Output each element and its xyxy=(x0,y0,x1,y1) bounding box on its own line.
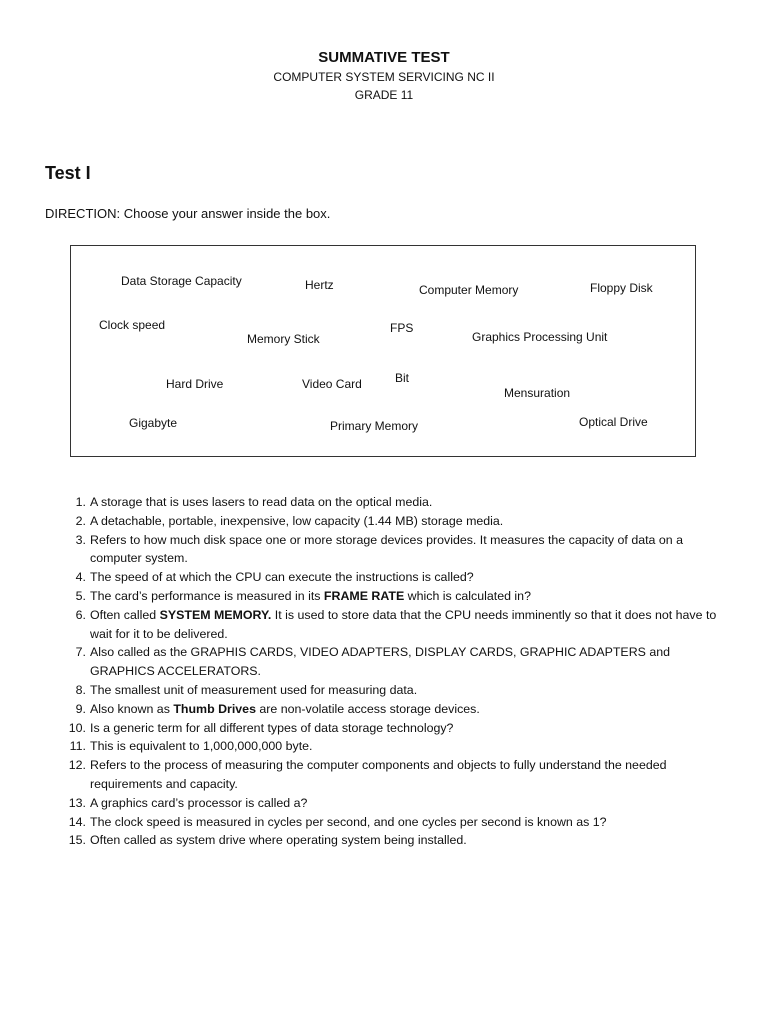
choice-item: Graphics Processing Unit xyxy=(472,330,608,344)
question-number: 13 . xyxy=(66,794,86,813)
question-item xyxy=(68,813,720,832)
choice-item: FPS xyxy=(390,321,414,335)
choice-item: Mensuration xyxy=(504,386,571,400)
choice-item: Bit xyxy=(395,371,410,385)
question-text: A storage that is uses lasers to read data on the optical media. xyxy=(90,495,433,509)
question-text: Refers to the process of measuring the computer components and objects to fully understand the needed requirements and capacity. xyxy=(90,758,667,791)
question-text: This is equivalent to 1,000,000,000 byte. xyxy=(90,739,313,754)
question-item xyxy=(68,794,720,813)
choice-item: Computer Memory xyxy=(419,283,519,297)
question-number: 5 . xyxy=(66,587,86,606)
question-number: 11 . xyxy=(66,737,86,756)
choice-item: Hard Drive xyxy=(166,377,224,391)
question-text: A graphics card’s processor is called a? xyxy=(90,795,308,810)
question-item xyxy=(75,643,720,681)
choice-item: Memory Stick xyxy=(247,332,320,346)
choice-item: Gigabyte xyxy=(129,416,178,430)
question-item xyxy=(68,719,720,738)
question-item xyxy=(69,737,720,756)
question-text: The card’s performance is measured in its xyxy=(90,588,324,603)
choice-item: Hertz xyxy=(305,278,334,292)
question-item xyxy=(75,493,720,512)
question-number: 1 . xyxy=(66,493,86,512)
question-text: Also called as the GRAPHIS CARDS, VIDEO ADAPTERS, DISPLAY CARDS, GRAPHIC ADAPTERS and GRAPHICS ACCELERATORS. xyxy=(90,645,671,679)
question-text: The smallest unit of measurement used for measuring data. xyxy=(90,682,418,697)
question-text: The clock speed is measured in cycles per second, and one cycles per second is known as 1? xyxy=(90,814,607,829)
question-emphasis: FRAME RATE xyxy=(323,588,405,603)
question-list xyxy=(68,493,720,850)
direction-text: DIRECTION: Choose your answer inside the box. xyxy=(45,206,331,221)
answer-choices-box xyxy=(70,245,696,457)
question-text: Often called as system drive where operating system being installed. xyxy=(90,833,467,848)
choice-item: Video Card xyxy=(302,377,362,391)
question-number: 15 . xyxy=(66,831,86,850)
question-text: A detachable, portable, inexpensive, low capacity (1.44 MB) storage media. xyxy=(90,513,504,528)
question-item xyxy=(75,606,720,644)
question-item xyxy=(75,531,720,569)
question-number: 6 . xyxy=(66,606,86,625)
question-emphasis: Thumb Drives xyxy=(173,701,256,716)
question-number: 2 . xyxy=(66,512,86,531)
question-item xyxy=(75,587,720,606)
question-number: 4 . xyxy=(66,568,86,587)
question-text: Often called xyxy=(90,607,160,622)
choice-item: Data Storage Capacity xyxy=(121,274,242,288)
question-text: which is calculated in? xyxy=(404,588,531,603)
question-emphasis: SYSTEM MEMORY. xyxy=(159,607,272,622)
question-text: Refers to how much disk space one or more storage devices provides. It measures the capacity of data on a computer system. xyxy=(90,532,683,566)
question-number: 14 . xyxy=(66,813,86,832)
choice-item: Primary Memory xyxy=(330,419,419,433)
choice-item: Optical Drive xyxy=(579,415,648,429)
document-header xyxy=(0,48,768,104)
document-title: SUMMATIVE TEST xyxy=(318,49,450,66)
grade-level: GRADE 11 xyxy=(354,88,414,102)
question-text: Also known as xyxy=(90,701,174,716)
question-text: are non-volatile access storage devices. xyxy=(255,701,480,716)
question-number: 10 . xyxy=(66,719,86,738)
test-heading: Test I xyxy=(45,163,91,183)
question-item xyxy=(75,568,720,587)
question-number: 3 . xyxy=(66,531,86,550)
question-item xyxy=(75,681,720,700)
course-name: COMPUTER SYSTEM SERVICING NC II xyxy=(273,70,495,84)
question-item xyxy=(68,831,720,850)
question-number: 12 . xyxy=(66,756,86,775)
question-number: 8 . xyxy=(66,681,86,700)
question-text: It is used to store data that the CPU needs imminently so that it does not have to wait for it to be delivered. xyxy=(90,607,717,641)
question-item xyxy=(75,512,720,531)
question-text: The speed of at which the CPU can execute the instructions is called? xyxy=(90,570,474,585)
question-text: Is a generic term for all different types of data storage technology? xyxy=(90,720,454,735)
question-number: 9 . xyxy=(66,700,86,719)
question-number: 7 . xyxy=(66,643,86,662)
choice-item: Clock speed xyxy=(99,318,166,332)
choice-item: Floppy Disk xyxy=(590,281,653,295)
question-item xyxy=(75,700,720,719)
question-item xyxy=(68,756,720,794)
